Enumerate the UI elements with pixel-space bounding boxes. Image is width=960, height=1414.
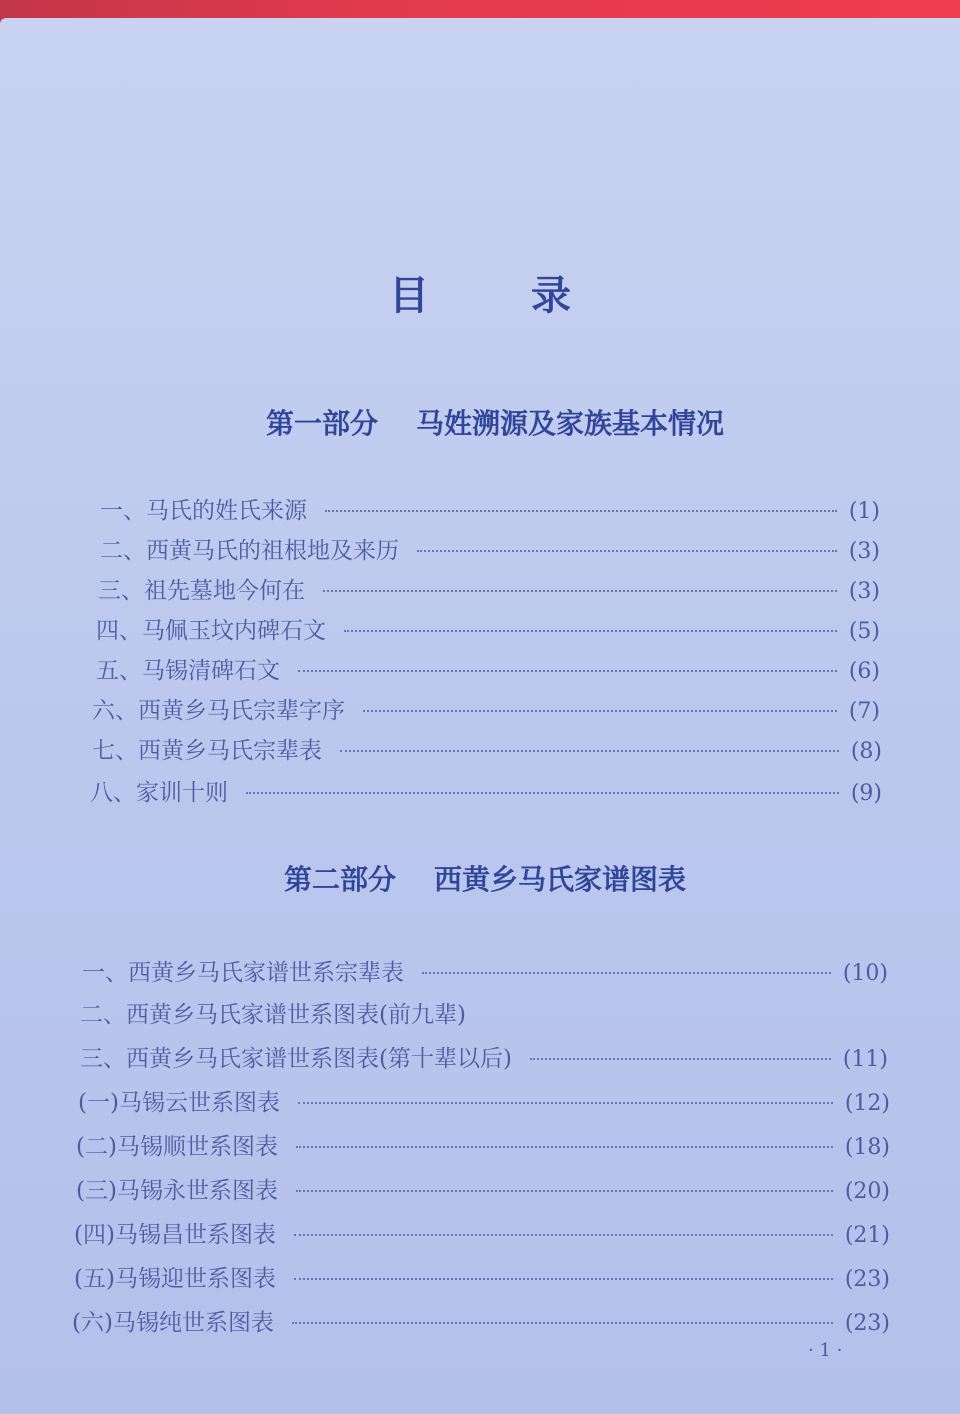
toc-entry-page: (6) [848, 659, 880, 684]
toc-entry-page: (3) [848, 539, 880, 564]
toc-entry-page: (7) [848, 699, 880, 724]
toc-entry[interactable] [80, 996, 888, 1028]
toc-entry[interactable] [100, 532, 880, 564]
toc-entry[interactable] [76, 1172, 890, 1204]
toc-entry-label: 六、西黄乡马氏宗辈字序 [92, 698, 345, 724]
toc-entry[interactable] [74, 1260, 890, 1292]
toc-entry-label: (一)马锡云世系图表 [78, 1090, 280, 1116]
toc-entry-label: (二)马锡顺世系图表 [76, 1134, 278, 1160]
toc-entry-page: (5) [848, 619, 880, 644]
toc-entry-label: (五)马锡迎世系图表 [74, 1266, 276, 1292]
page-title: 目 录 [389, 272, 615, 319]
leader-dots [417, 550, 837, 552]
toc-entry-page: (12) [844, 1091, 890, 1116]
leader-dots [344, 630, 837, 632]
toc-entry-page: (3) [848, 579, 880, 604]
part2-heading [0, 858, 960, 898]
toc-entry-label: 一、马氏的姓氏来源 [100, 498, 307, 524]
leader-dots [294, 1278, 833, 1280]
toc-entry[interactable] [90, 774, 882, 806]
leader-dots [363, 710, 837, 712]
toc-entry-page: (18) [844, 1135, 890, 1160]
toc-entry-label: 五、马锡清碑石文 [96, 658, 280, 684]
toc-entry-label: 四、马佩玉坟内碑石文 [96, 618, 326, 644]
leader-dots [246, 792, 839, 794]
toc-entry-label: (六)马锡纯世系图表 [72, 1310, 274, 1336]
leader-dots [530, 1058, 831, 1060]
part2-title: 西黄乡马氏家谱图表 [434, 863, 687, 896]
toc-entry-label: 三、西黄乡马氏家谱世系图表(第十辈以后) [80, 1046, 512, 1072]
toc-entry[interactable] [76, 1128, 890, 1160]
toc-entry[interactable] [82, 954, 888, 986]
toc-entry-label: 八、家训十则 [90, 780, 228, 806]
toc-entry[interactable] [100, 492, 880, 524]
leader-dots [292, 1322, 833, 1324]
toc-entry[interactable] [92, 692, 880, 724]
toc-entry[interactable] [80, 1040, 888, 1072]
toc-entry-label: 一、西黄乡马氏家谱世系宗辈表 [82, 960, 404, 986]
toc-entry[interactable] [74, 1216, 890, 1248]
part1-heading [0, 402, 960, 442]
toc-entry[interactable] [98, 572, 880, 604]
leader-dots [298, 670, 837, 672]
toc-entry-label: 二、西黄乡马氏家谱世系图表(前九辈) [80, 1002, 466, 1028]
toc-entry-page: (9) [850, 781, 882, 806]
toc-entry-label: (三)马锡永世系图表 [76, 1178, 278, 1204]
toc-entry-page: (21) [844, 1223, 890, 1248]
toc-entry-label: (四)马锡昌世系图表 [74, 1222, 276, 1248]
toc-entry[interactable] [72, 1304, 890, 1336]
toc-entry-label: 二、西黄马氏的祖根地及来历 [100, 538, 399, 564]
leader-dots [296, 1190, 833, 1192]
toc-entry[interactable] [92, 732, 882, 764]
part1-label: 第一部分 [265, 407, 378, 440]
leader-dots [296, 1146, 833, 1148]
leader-dots [323, 590, 837, 592]
leader-dots [294, 1234, 833, 1236]
toc-entry-label: 三、祖先墓地今何在 [98, 578, 305, 604]
toc-entry-page: (23) [844, 1267, 890, 1292]
toc-entry-page: (8) [850, 739, 882, 764]
toc-entry-page: (23) [844, 1311, 890, 1336]
part2-label: 第二部分 [283, 863, 396, 896]
leader-dots [340, 750, 839, 752]
toc-entry-page: (1) [848, 499, 880, 524]
leader-dots [298, 1102, 833, 1104]
page-number: · 1 · [808, 1340, 843, 1361]
leader-dots [325, 510, 837, 512]
toc-entry[interactable] [96, 612, 880, 644]
leader-dots [422, 972, 831, 974]
toc-entry-page: (20) [844, 1179, 890, 1204]
toc-entry[interactable] [96, 652, 880, 684]
part1-title: 马姓溯源及家族基本情况 [416, 407, 725, 440]
toc-entry-label: 七、西黄乡马氏宗辈表 [92, 738, 322, 764]
toc-entry[interactable] [78, 1084, 890, 1116]
toc-entry-page: (10) [842, 961, 888, 986]
toc-entry-page: (11) [842, 1047, 888, 1072]
